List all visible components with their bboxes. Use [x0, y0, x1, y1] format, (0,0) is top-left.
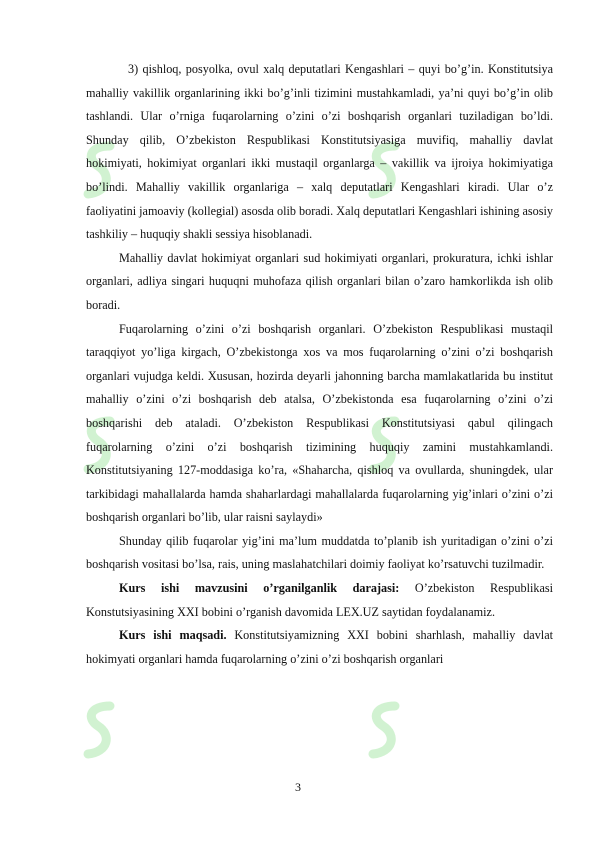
- document-body: [86, 58, 553, 671]
- paragraph-6-heading: Kurs ishi maqsadi.: [119, 628, 227, 643]
- paragraph-2: [86, 247, 553, 318]
- watermark-s-icon: [80, 700, 120, 760]
- paragraph-2-text: Mahalliy davlat hokimiyat organlari sud hokimiyati organlari, prokuratura, ichki ishlar organlari, adliya singari huquqni muhofaza qilish organlari bilan o’zaro hamkorlikda ish olib boradi.: [86, 250, 553, 312]
- paragraph-5-heading: Kurs ishi mavzusini o’rganilganlik darajasi:: [119, 581, 400, 596]
- paragraph-5: [86, 577, 553, 624]
- paragraph-1-text: 3) qishloq, posyolka, ovul xalq deputatlari Kengashlari – quyi bo’g’in. Konstitutsiya mahalliy vakillik organlarining ikki bo’g’inli tizimini mustahkamladi, ya’ni quyi bo’g’in olib tashlandi. Ular o’rniga fuqarolarning o’zini o’zi boshqarish organlari tuziladigan bo’ldi. Shunday qilib, O’zbekiston Respublikasi Konstitutsiyasiga muvifiq, mahalliy davlat hokimiyati, hokimiyat organlari ikki mustaqil organlarga – vakillik va ijroiya hokimiyatiga bo’lindi. Mahalliy vakillik organlariga – xalq deputatlari Kengashlari kiradi. Ular o’z faoliyatini jamoaviy (kollegial) asosda olib boradi. Xalq deputatlari Kengashlari ishining asosiy tashkiliy – huquqiy shakli sessiya hisoblanadi.: [86, 62, 553, 242]
- paragraph-4: [86, 530, 553, 577]
- watermark-s-icon: [365, 700, 405, 760]
- paragraph-4-text: Shunday qilib fuqarolar yig’ini ma’lum muddatda to’planib ish yuritadigan o’zini o’zi boshqarish vositasi bo’lsa, rais, uning maslahatchilari doimiy faoliyat ko’rsatuvchi tuzilmadir.: [86, 533, 553, 572]
- paragraph-3-text: Fuqarolarning o’zini o’zi boshqarish organlari. O’zbekiston Respublikasi mustaqil taraqqiyot yo’liga kirgach, O’zbekistonga xos va mos fuqarolarning o’zini o’zi boshqarish organlari vujudga keldi. Xususan, hozirda deyarli jahonning barcha mamlakatlarida bu institut mahalliy o’zini o’zi boshqarish deb atalsa, O’zbekistonda esa fuqarolarning o’zini o’zi boshqarishi deb ataladi. O’zbekiston Respublikasi Konstitutsiyasi qabul qilingach fuqarolarning o’zini o’zi boshqarish tizimining huquqiy zamini mustahkamlandi. Konstitutsiyaning 127-moddasiga ko’ra, «Shaharcha, qishloq va ovullarda, shuningdek, ular tarkibidagi mahallalarda hamda shaharlardagi mahallalarda fuqarolarning yig’inlari o’zini o’zi boshqarish organlari bo’lib, ular raisni saylaydi»: [86, 321, 553, 525]
- paragraph-3: [86, 318, 553, 530]
- page-number: 3: [295, 780, 301, 794]
- paragraph-6: [86, 624, 553, 671]
- paragraph-6-text: Konstitutsiyamizning XXI bobini sharhlash, mahalliy davlat hokimyati organlari hamda fuqarolarning o’zini o’zi boshqarish organlari: [86, 628, 553, 666]
- paragraph-5-text: O’zbekiston Respublikasi Konstutsiyasining XXI bobini o’rganish davomida LEX.UZ saytidan foydalanamiz.: [86, 581, 553, 619]
- paragraph-1: [86, 58, 553, 247]
